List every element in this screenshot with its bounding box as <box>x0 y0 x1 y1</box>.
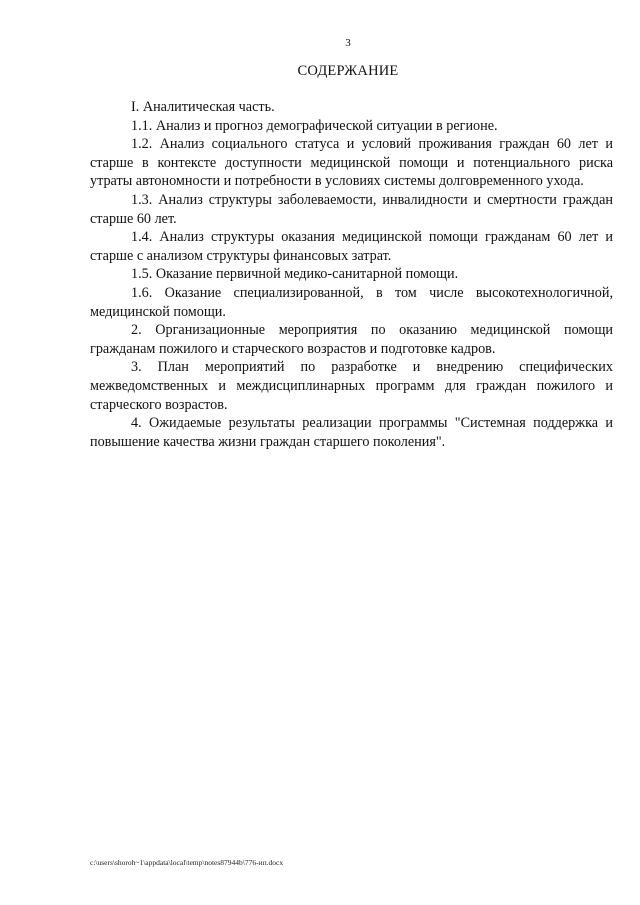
table-of-contents <box>90 98 613 451</box>
toc-item: 3. План мероприятий по разработке и внедрению специфических межведомственных и междисциплинарных программ для граждан пожилого и старческого возрастов. <box>90 359 613 413</box>
toc-item: 4. Ожидаемые результаты реализации программы "Системная поддержка и повышение качества жизни граждан старшего поколения". <box>90 415 613 450</box>
page-number: 3 <box>345 37 351 49</box>
toc-item: 1.6. Оказание специализированной, в том числе высокотехнологичной, медицинской помощи. <box>90 284 613 320</box>
toc-item: 1.3. Анализ структуры заболеваемости, инвалидности и смертности граждан старше 60 лет. <box>90 191 613 227</box>
page-title: СОДЕРЖАНИЕ <box>297 63 399 79</box>
toc-item: I. Аналитическая часть. <box>131 99 275 115</box>
toc-item: 2. Организационные мероприятия по оказанию медицинской помощи гражданам пожилого и старческого возрастов и подготовке кадров. <box>90 322 613 357</box>
toc-item: 1.4. Анализ структуры оказания медицинской помощи гражданам 60 лет и старше с анализом структуры финансовых затрат. <box>90 229 613 264</box>
toc-item: 1.1. Анализ и прогноз демографической ситуации в регионе. <box>131 117 498 134</box>
toc-item: 1.2. Анализ социального статуса и условий проживания граждан 60 лет и старше в контексте доступности медицинской помощи и потенциального риска утраты автономности и потребности в условиях системы долговременного ухода. <box>90 136 613 190</box>
footer-file-path: c:\users\shoroh~1\appdata\local\temp\notes87944b\776-ип.docx <box>90 858 284 867</box>
toc-item: 1.5. Оказание первичной медико-санитарной помощи. <box>131 266 459 283</box>
